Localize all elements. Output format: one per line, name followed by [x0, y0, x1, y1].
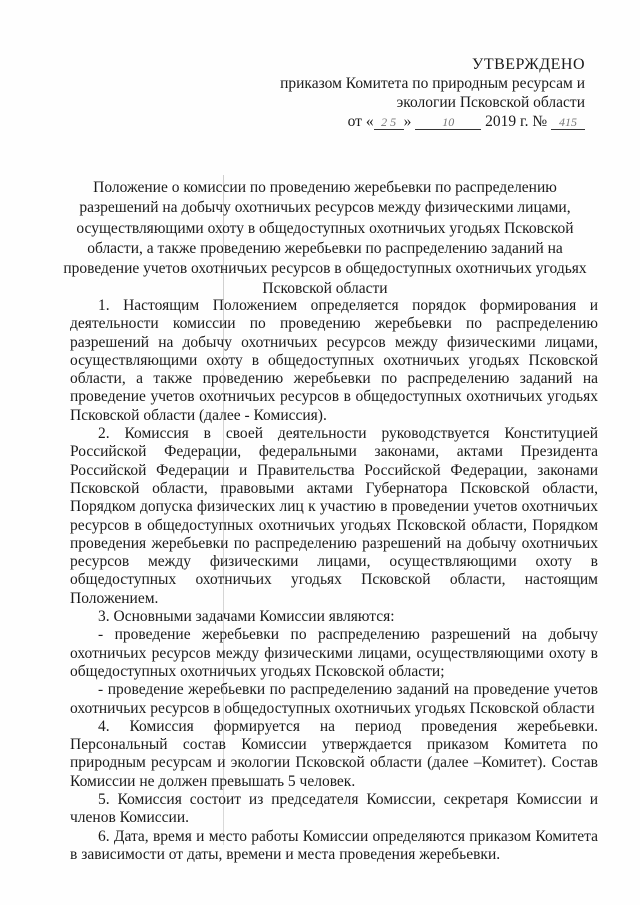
- document-title: Положение о комиссии по проведению жеребьевки по распределению разрешений на добычу охотничьих ресурсов между физическими лицами, осуществляющими охоту в общедоступных охотничьих угодьях Псковской области, а также проведению жеребьевки по распределению заданий на проведение учетов охотничьих ресурсов в общедоступных охотничьих угодьях Псковской области: [63, 179, 587, 298]
- order-number: 415: [551, 115, 585, 130]
- date-year-number: 2019 г. №: [485, 113, 548, 130]
- approval-line-1: приказом Комитета по природным ресурсам и: [280, 75, 585, 92]
- paragraph-5: 5. Комиссия состоит из председателя Комиссии, секретаря Комиссии и членов Комиссии.: [70, 791, 598, 827]
- approval-stamp-block: [250, 55, 585, 131]
- approval-heading: УТВЕРЖДЕНО: [471, 56, 585, 73]
- date-mid: »: [403, 113, 412, 130]
- task-item-2: - проведение жеребьевки по распределению заданий на проведение учетов охотничьих ресурсов в общедоступных охотничьих угодьях Псковской области: [70, 681, 598, 717]
- paragraph-2: 2. Комиссия в своей деятельности руководствуется Конституцией Российской Федерации, федеральными законами, актами Президента Российской Федерации и Правительства Российской Федерации, законами Псковской области, правовыми актами Губернатора Псковской области, Порядком допуска физических лиц к участию в проведении учетов охотничьих ресурсов в общедоступных охотничьих угодьях Псковской области, Порядком проведения жеребьевки по распределению разрешений на добычу охотничьих ресурсов между физическими лицами, осуществляющими охоту в общедоступных охотничьих угодьях Псковской области, настоящим Положением.: [70, 425, 598, 607]
- approval-date-line: [250, 112, 585, 131]
- document-body: [70, 297, 598, 864]
- paragraph-6: 6. Дата, время и место работы Комиссии определяются приказом Комитета в зависимости от даты, времени и места проведения жеребьевки.: [70, 827, 598, 863]
- date-day: 2 5: [374, 115, 404, 130]
- approval-line-2: экологии Псковской области: [396, 94, 585, 111]
- date-prefix: от «: [347, 113, 374, 130]
- task-item-1: - проведение жеребьевки по распределению разрешений на добычу охотничьих ресурсов между физическими лицами, осуществляющими охоту в общедоступных охотничьих угодьях Псковской области;: [70, 626, 598, 680]
- paragraph-4: 4. Комиссия формируется на период проведения жеребьевки. Персональный состав Комиссии утверждается приказом Комитета по природным ресурсам и экологии Псковской области (далее –Комитет). Состав Комиссии не должен превышать 5 человек.: [70, 717, 598, 790]
- date-month: 10: [415, 115, 481, 130]
- paragraph-1: 1. Настоящим Положением определяется порядок формирования и деятельности комиссии по проведению жеребьевки по распределению разрешений на добычу охотничьих ресурсов между физическими лицами, осуществляющими охоту в общедоступных охотничьих угодьях Псковской области, а также проведению жеребьевки по распределению заданий на проведение учетов охотничьих ресурсов в общедоступных охотничьих угодьях Псковской области (далее - Комиссия).: [70, 297, 598, 424]
- paragraph-3: 3. Основными задачами Комиссии являются:: [98, 608, 395, 626]
